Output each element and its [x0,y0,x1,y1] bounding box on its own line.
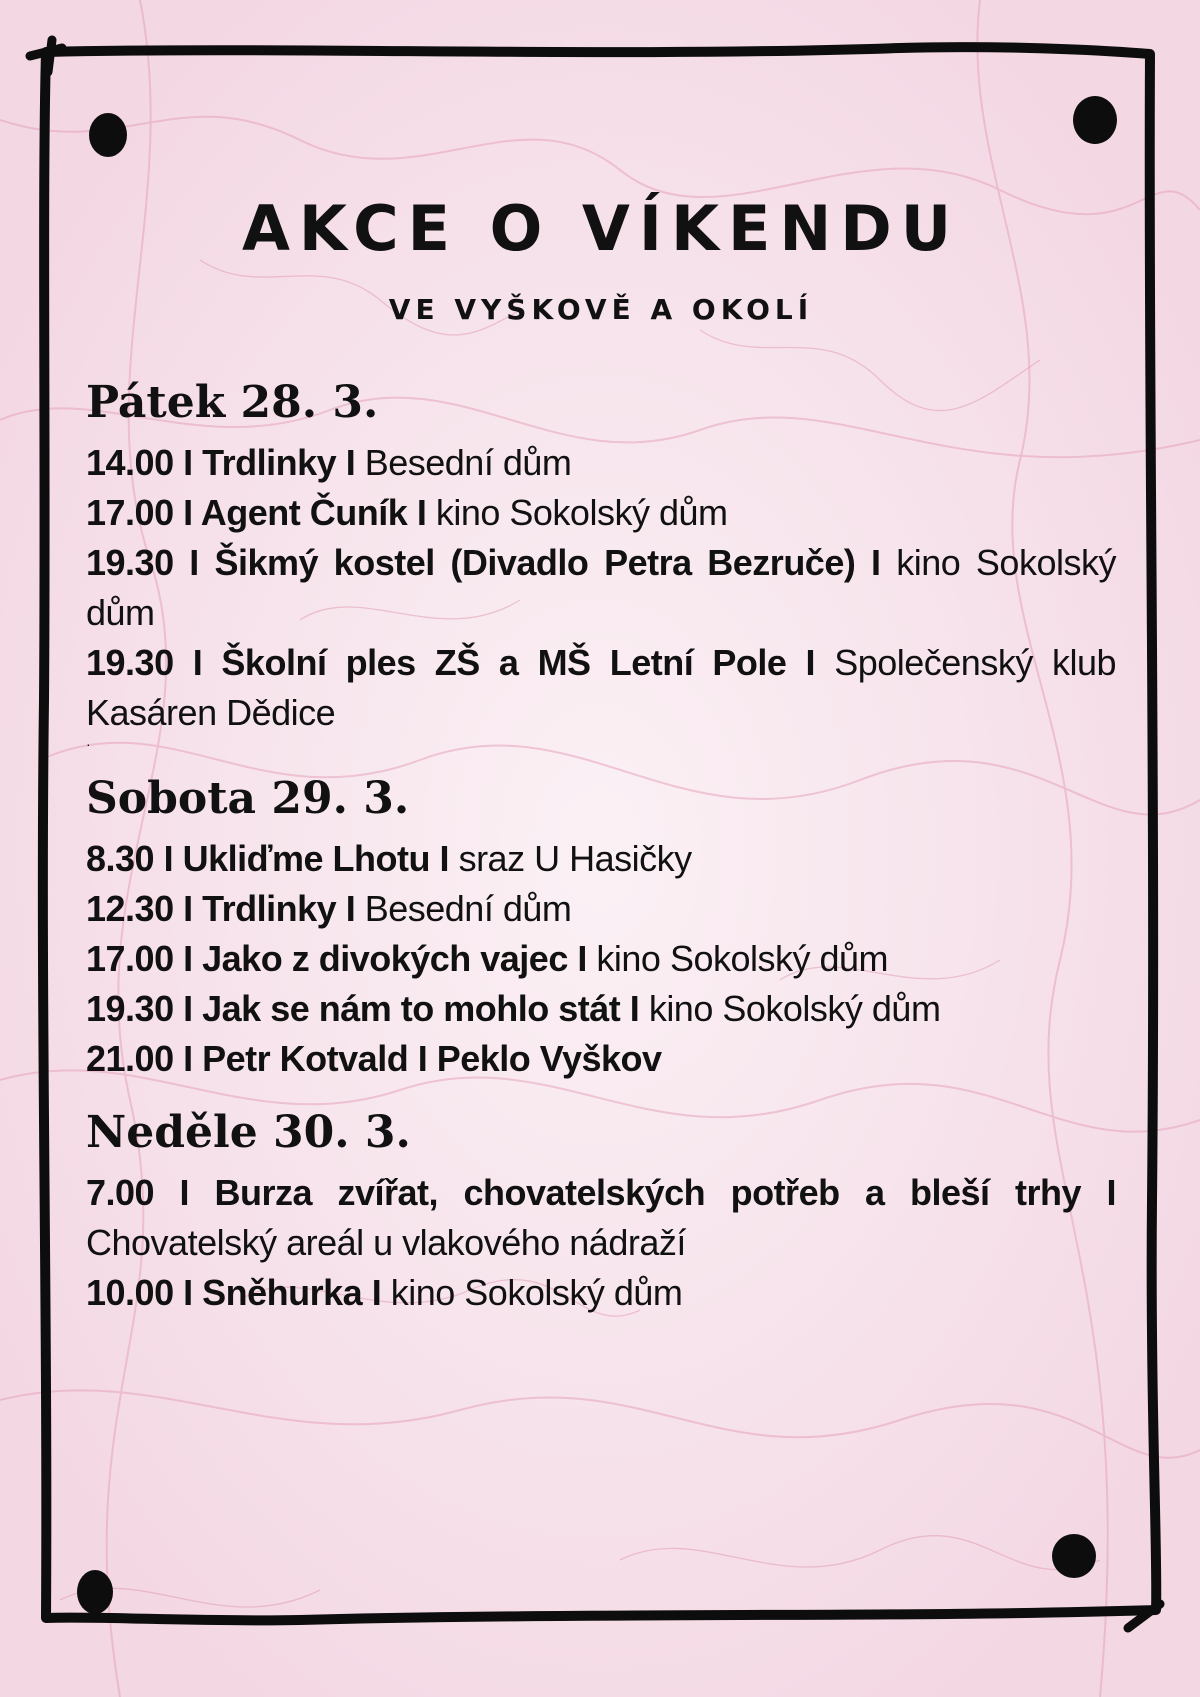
day-heading-friday: Pátek 28. 3. [86,377,379,428]
day-heading-saturday: Sobota 29. 3. [86,773,410,824]
event-item: 10.00 I Sněhurka I kino Sokolský dům [86,1272,683,1313]
corner-dot-bottom-right [1052,1534,1096,1578]
poster-content [86,190,1116,1318]
event-item: 19.30 I Jak se nám to mohlo stát I kino Sokolský dům [86,988,941,1029]
stray-dot: · [86,736,91,752]
page-title: AKCE O VÍKENDU [241,192,961,265]
event-item: 7.00 I Burza zvířat, chovatelských potřeb a bleší trhy I Chovatelský areál u vlakového nádraží [86,1172,1116,1263]
event-item: 21.00 I Petr Kotvald I Peklo Vyškov [86,1038,662,1079]
event-item: 8.30 I Ukliďme Lhotu I sraz U Hasičky [86,838,692,879]
corner-dot-bottom-left [77,1570,113,1614]
event-list-friday [86,438,1116,738]
event-item: 17.00 I Agent Čuník I kino Sokolský dům [86,492,728,533]
event-item: 17.00 I Jako z divokých vajec I kino Sokolský dům [86,938,889,979]
day-heading-sunday: Neděle 30. 3. [86,1107,411,1158]
event-item: 19.30 I Školní ples ZŠ a MŠ Letní Pole I Společenský klub Kasáren Dědice [86,642,1117,733]
event-item: 19.30 I Šikmý kostel (Divadlo Petra Bezruče) I kino Sokolský dům [86,542,1116,633]
event-item: 14.00 I Trdlinky I Besední dům [86,442,572,483]
page-subtitle: VE VYŠKOVĚ A OKOLÍ [388,293,814,326]
event-item: 12.30 I Trdlinky I Besední dům [86,888,572,929]
event-list-saturday [86,834,1116,1084]
event-list-sunday [86,1168,1116,1318]
corner-dot-top-right [1073,96,1117,144]
corner-dot-top-left [89,113,127,157]
